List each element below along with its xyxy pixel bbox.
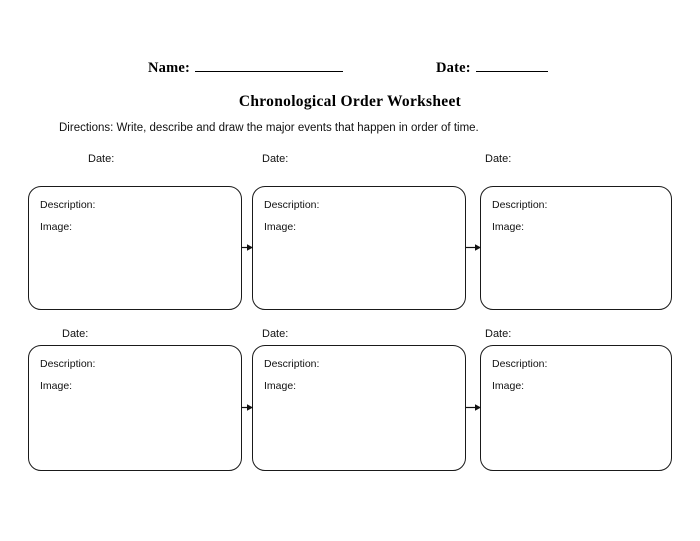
image-label-r2c2: Image: — [264, 380, 297, 392]
date-label-r1c1: Date: — [88, 153, 115, 165]
event-card-r2c1[interactable] — [28, 345, 242, 471]
description-label-r2c3: Description: — [492, 358, 548, 370]
date-label-r1c3: Date: — [485, 153, 512, 165]
arrow-connector-r2-2 — [466, 403, 481, 412]
date-label-r2c3: Date: — [485, 328, 512, 340]
date-label: Date: — [436, 60, 471, 76]
description-label-r2c1: Description: — [40, 358, 96, 370]
description-label-r1c2: Description: — [264, 199, 320, 211]
header-fields — [0, 58, 700, 78]
name-field-group — [148, 58, 343, 77]
name-blank-line[interactable] — [195, 58, 343, 72]
image-label-r1c2: Image: — [264, 221, 297, 233]
event-card-r1c3[interactable] — [480, 186, 672, 310]
description-label-r1c1: Description: — [40, 199, 96, 211]
page-title: Chronological Order Worksheet — [238, 93, 462, 110]
date-label-r2c2: Date: — [262, 328, 289, 340]
date-label-r2c1: Date: — [62, 328, 89, 340]
description-label-r1c3: Description: — [492, 199, 548, 211]
image-label-r1c1: Image: — [40, 221, 73, 233]
event-card-r2c3[interactable] — [480, 345, 672, 471]
arrow-connector-r1-2 — [466, 243, 481, 252]
arrow-connector-r2-1 — [242, 403, 253, 412]
arrow-connector-r1-1 — [242, 243, 253, 252]
date-blank-line[interactable] — [476, 58, 548, 72]
event-card-r2c2[interactable] — [252, 345, 466, 471]
description-label-r2c2: Description: — [264, 358, 320, 370]
date-label-r1c2: Date: — [262, 153, 289, 165]
name-label: Name: — [148, 60, 191, 76]
image-label-r2c3: Image: — [492, 380, 525, 392]
directions-text: Directions: Write, describe and draw the major events that happen in order of time. — [59, 122, 479, 134]
date-field-group — [436, 58, 548, 77]
image-label-r2c1: Image: — [40, 380, 73, 392]
event-card-r1c2[interactable] — [252, 186, 466, 310]
image-label-r1c3: Image: — [492, 221, 525, 233]
event-card-r1c1[interactable] — [28, 186, 242, 310]
